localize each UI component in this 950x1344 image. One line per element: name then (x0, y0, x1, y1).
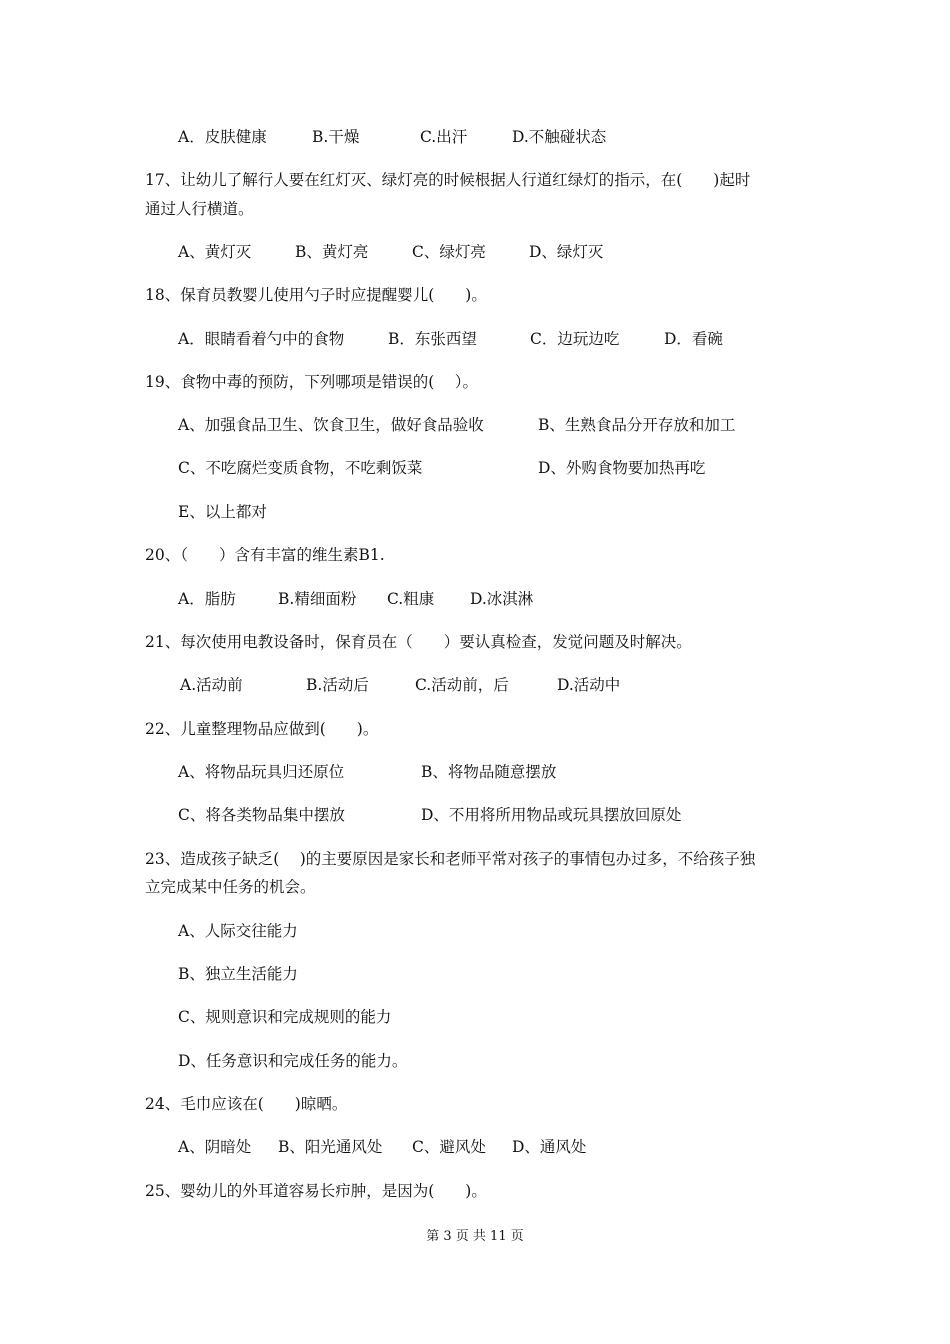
q19-option-d: D、外购食物要加热再吃 (538, 459, 706, 477)
q24-option-d: D、通风处 (512, 1138, 587, 1156)
q23-question-line1: 23、造成孩子缺乏( )的主要原因是家长和老师平常对孩子的事情包办过多，不给孩子独 (145, 850, 756, 868)
q24-question: 24、毛巾应该在( )晾晒。 (145, 1095, 348, 1113)
q17-option-a: A、黄灯灭 (178, 243, 252, 261)
q20-option-d: D.冰淇淋 (470, 590, 534, 608)
q23-option-c: C、规则意识和完成规则的能力 (178, 1008, 392, 1026)
q20-option-c: C.粗康 (387, 590, 435, 608)
q18-option-b: B．东张西望 (388, 330, 477, 348)
q16-option-d: D.不触碰状态 (512, 128, 607, 146)
q22-option-a: A、将物品玩具归还原位 (178, 763, 345, 781)
q22-option-d: D、不用将所用物品或玩具摆放回原处 (421, 806, 682, 824)
q24-option-a: A、阴暗处 (178, 1138, 252, 1156)
q18-option-c: C．边玩边吃 (530, 330, 620, 348)
q17-option-d: D、绿灯灭 (529, 243, 604, 261)
q19-option-e: E、以上都对 (178, 503, 267, 521)
q22-option-c: C、将各类物品集中摆放 (178, 806, 345, 824)
q19-option-c: C、不吃腐烂变质食物，不吃剩饭菜 (178, 459, 423, 477)
q16-option-b: B.干燥 (312, 128, 360, 146)
q20-question: 20、（ ）含有丰富的维生素B1. (145, 546, 385, 564)
q23-question-line2: 立完成某中任务的机会。 (145, 878, 316, 896)
q23-option-b: B、独立生活能力 (178, 965, 298, 983)
q21-option-d: D.活动中 (557, 676, 621, 694)
q20-option-a: A．脂肪 (178, 590, 236, 608)
q24-option-c: C、避风处 (412, 1138, 486, 1156)
q20-option-b: B.精细面粉 (278, 590, 357, 608)
q22-question: 22、儿童整理物品应做到( )。 (145, 720, 379, 738)
q18-question: 18、保育员教婴儿使用勺子时应提醒婴儿( )。 (145, 286, 487, 304)
q25-question: 25、婴幼儿的外耳道容易长疖肿，是因为( )。 (145, 1182, 487, 1200)
q16-option-a: A．皮肤健康 (178, 128, 267, 146)
q18-option-d: D．看碗 (664, 330, 723, 348)
q23-option-d: D、任务意识和完成任务的能力。 (178, 1052, 408, 1070)
q17-option-b: B、黄灯亮 (295, 243, 369, 261)
page-number-footer: 第 3 页 共 11 页 (426, 1229, 524, 1244)
q24-option-b: B、阳光通风处 (278, 1138, 383, 1156)
q21-option-a: A.活动前 (180, 676, 243, 694)
q19-question: 19、食物中毒的预防，下列哪项是错误的( ）。 (145, 373, 478, 391)
q19-option-b: B、生熟食品分开存放和加工 (538, 416, 736, 434)
q16-option-c: C.出汗 (420, 128, 468, 146)
q23-option-a: A、人际交往能力 (178, 922, 298, 940)
q21-option-b: B.活动后 (306, 676, 369, 694)
q21-question: 21、每次使用电教设备时，保育员在（ ）要认真检查，发觉问题及时解决。 (145, 633, 692, 651)
q22-option-b: B、将物品随意摆放 (421, 763, 557, 781)
q21-option-c: C.活动前，后 (415, 676, 509, 694)
q17-question-line1: 17、让幼儿了解行人要在红灯灭、绿灯亮的时候根据人行道红绿灯的指示，在( )起时 (145, 171, 751, 189)
q17-question-line2: 通过人行横道。 (145, 200, 254, 218)
q19-option-a: A、加强食品卫生、饮食卫生，做好食品验收 (178, 416, 484, 434)
q18-option-a: A．眼睛看着勺中的食物 (178, 330, 345, 348)
q17-option-c: C、绿灯亮 (412, 243, 486, 261)
